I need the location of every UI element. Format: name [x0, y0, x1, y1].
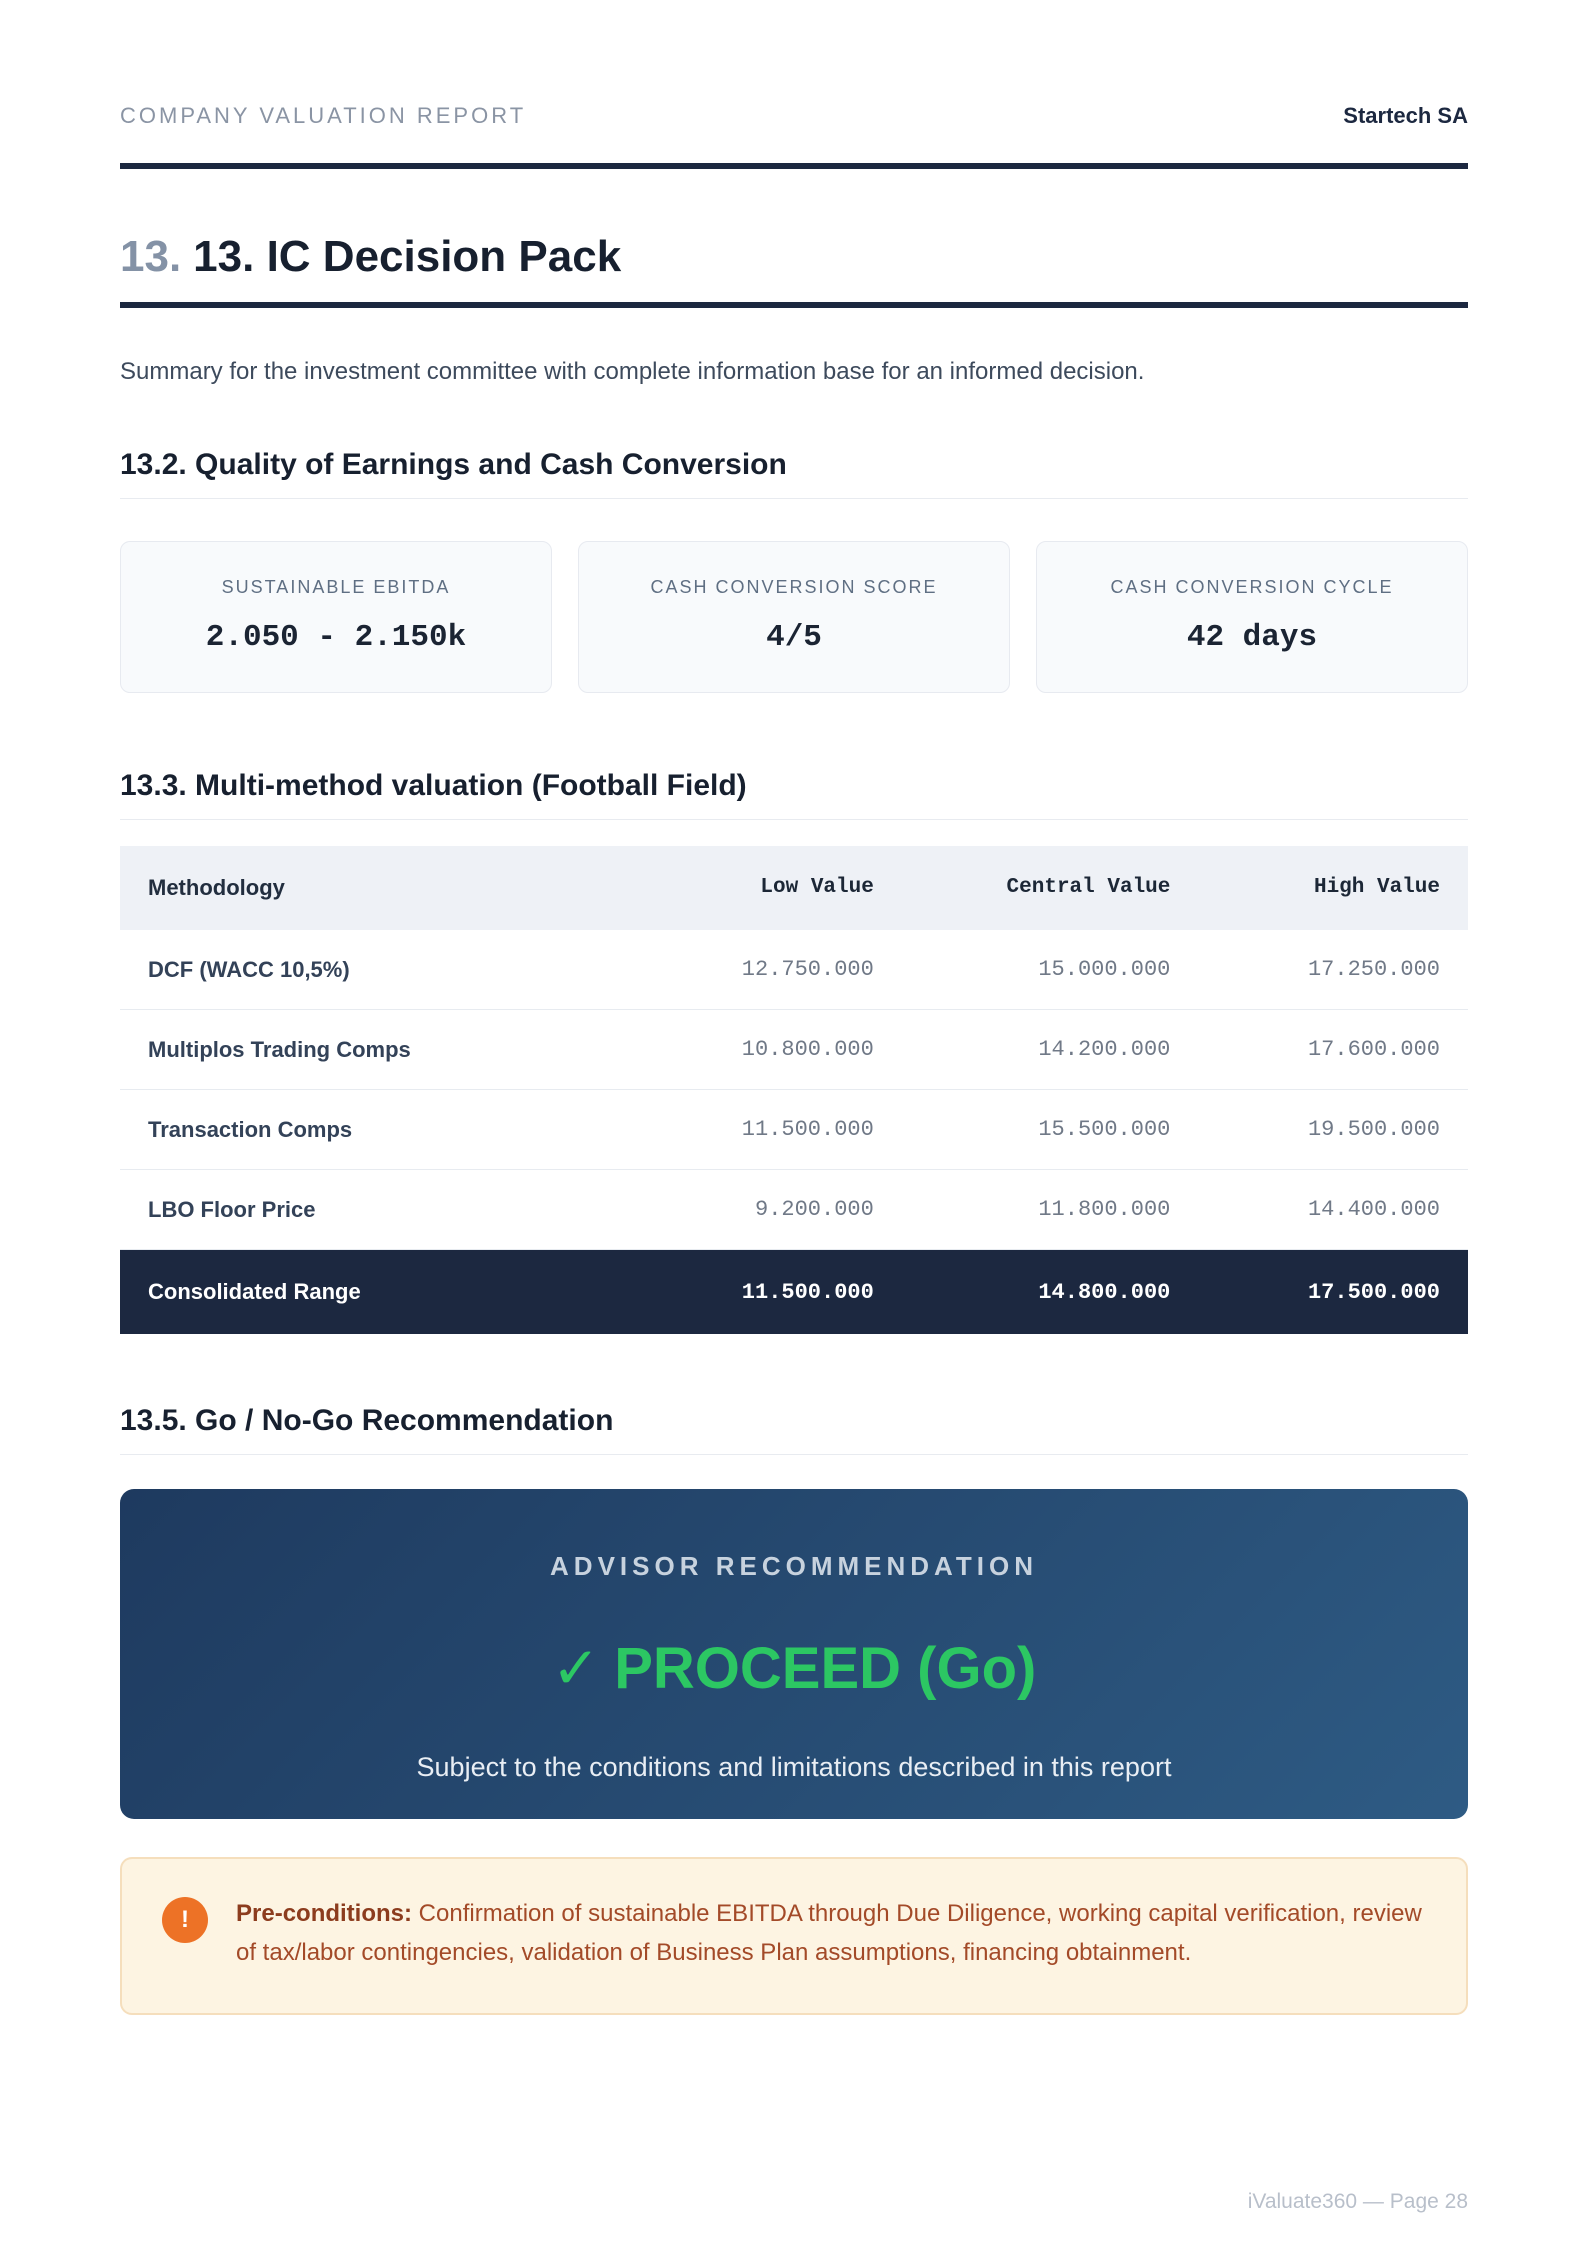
high-value-cell: 19.500.000	[1307, 1117, 1440, 1143]
checkmark-icon: ✓	[551, 1635, 601, 1701]
table-row	[120, 930, 1468, 1010]
column-header-methodology: Methodology	[148, 874, 285, 900]
section-separator	[120, 1454, 1468, 1455]
preconditions-body: Confirmation of sustainable EBITDA through Due Diligence, working capital verification, review of tax/labor contingencies, validation of Business Plan assumptions, financing obtainment.	[236, 1899, 1422, 1966]
central-value-cell: 14.200.000	[1038, 1037, 1171, 1063]
preconditions-callout	[120, 1857, 1468, 2015]
central-value-cell: 15.000.000	[1038, 957, 1171, 983]
document-header	[120, 0, 1468, 129]
recommendation-note: Subject to the conditions and limitations described in this report	[416, 1751, 1172, 1782]
heading-multi-method-valuation: 13.3. Multi-method valuation (Football Field)	[120, 768, 747, 802]
recommendation-decision	[120, 1634, 1468, 1702]
advisor-recommendation-label: ADVISOR RECOMMENDATION	[550, 1550, 1038, 1581]
high-value-cell: 14.400.000	[1307, 1197, 1440, 1223]
methodology-cell: Multiplos Trading Comps	[148, 1036, 411, 1062]
table-row	[120, 1170, 1468, 1250]
kpi-card-cash-conversion-cycle	[1036, 541, 1468, 693]
high-value-cell: 17.600.000	[1307, 1037, 1440, 1063]
methodology-cell: Transaction Comps	[148, 1116, 353, 1142]
section-separator	[120, 819, 1468, 820]
kpi-label: CASH CONVERSION CYCLE	[1110, 576, 1394, 597]
table-row	[120, 1010, 1468, 1090]
table-total-row	[120, 1250, 1468, 1334]
kpi-value: 4/5	[766, 619, 822, 655]
section-title-text: 13. IC Decision Pack	[193, 232, 622, 281]
valuation-table	[120, 846, 1468, 1334]
advisor-recommendation-banner	[120, 1489, 1468, 1819]
column-header-low-value: Low Value	[760, 876, 874, 900]
high-value-cell: 17.250.000	[1307, 957, 1440, 983]
title-divider	[120, 302, 1468, 308]
low-value-cell: 10.800.000	[741, 1037, 874, 1063]
table-header-row	[120, 846, 1468, 930]
preconditions-label: Pre-conditions:	[236, 1899, 413, 1927]
kpi-value: 2.050 - 2.150k	[205, 619, 467, 655]
high-value-cell: 17.500.000	[1307, 1279, 1440, 1305]
page-footer: iValuate360 — Page 28	[1247, 2190, 1468, 2213]
kpi-card-row	[120, 541, 1468, 693]
kpi-label: CASH CONVERSION SCORE	[650, 576, 938, 597]
central-value-cell: 15.500.000	[1038, 1117, 1171, 1143]
decision-text: PROCEED (Go)	[614, 1635, 1037, 1701]
company-name: Startech SA	[1343, 103, 1468, 128]
kpi-card-sustainable-ebitda	[120, 541, 552, 693]
header-divider	[120, 163, 1468, 169]
low-value-cell: 11.500.000	[741, 1117, 874, 1143]
section-separator	[120, 498, 1468, 499]
methodology-cell: Consolidated Range	[148, 1279, 361, 1305]
low-value-cell: 12.750.000	[741, 957, 874, 983]
column-header-central-value: Central Value	[1006, 876, 1171, 900]
preconditions-text	[236, 1895, 1426, 1973]
kpi-value: 42 days	[1186, 619, 1318, 655]
methodology-cell: DCF (WACC 10,5%)	[148, 956, 350, 982]
heading-quality-of-earnings: 13.2. Quality of Earnings and Cash Conversion	[120, 447, 787, 481]
report-title: COMPANY VALUATION REPORT	[120, 103, 527, 128]
central-value-cell: 14.800.000	[1038, 1279, 1171, 1305]
column-header-high-value: High Value	[1313, 876, 1440, 900]
page-title	[120, 231, 1468, 284]
section-number: 13.	[120, 232, 182, 281]
kpi-label: SUSTAINABLE EBITDA	[221, 576, 451, 597]
low-value-cell: 11.500.000	[741, 1279, 874, 1305]
heading-go-nogo-recommendation: 13.5. Go / No-Go Recommendation	[120, 1403, 614, 1437]
central-value-cell: 11.800.000	[1038, 1197, 1171, 1223]
table-row	[120, 1090, 1468, 1170]
exclamation-icon: !	[162, 1897, 208, 1943]
low-value-cell: 9.200.000	[755, 1197, 874, 1223]
summary-text: Summary for the investment committee with complete information base for an informed decision.	[120, 357, 1145, 385]
kpi-card-cash-conversion-score	[578, 541, 1010, 693]
methodology-cell: LBO Floor Price	[148, 1196, 316, 1222]
